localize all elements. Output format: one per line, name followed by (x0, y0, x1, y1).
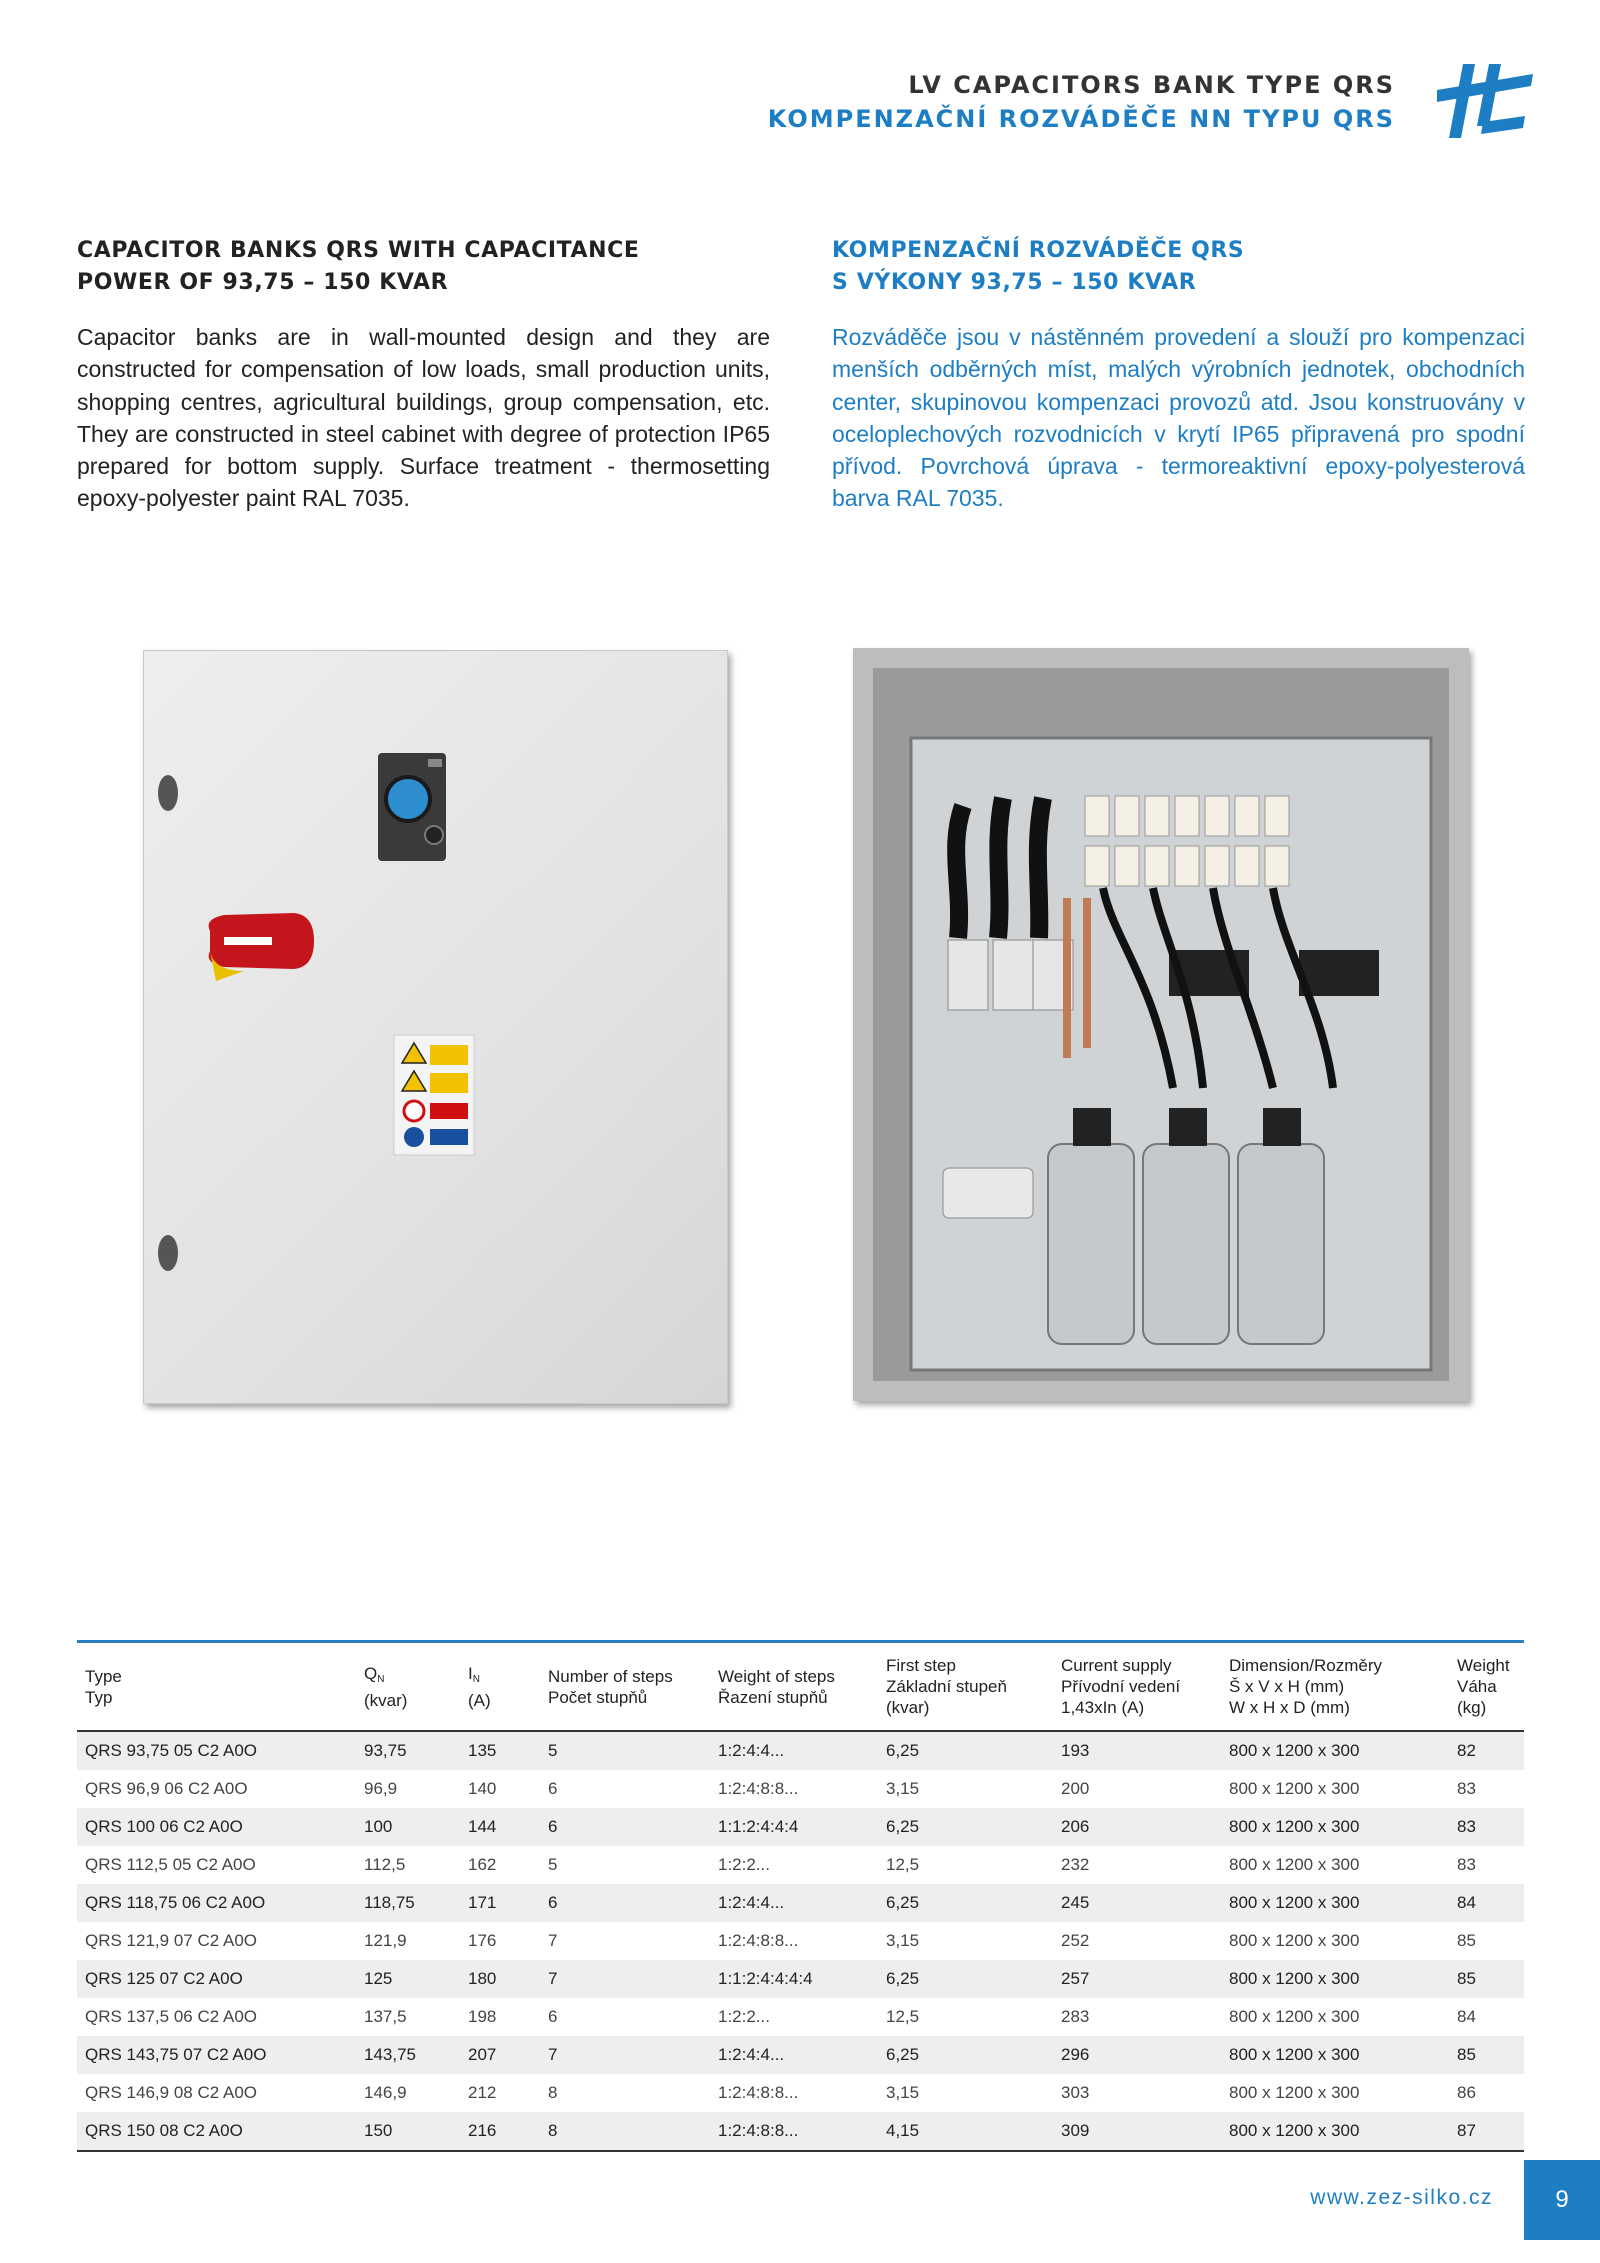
header-title-en: LV CAPACITORS BANK TYPE QRS (908, 71, 1395, 99)
table-row: QRS 100 06 C2 A0O 100 144 6 1:1:2:4:4:4 6,25 206 800 x 1200 x 300 83 (77, 1808, 1524, 1846)
czech-heading-line2: S VÝKONY 93,75 – 150 KVAR (832, 270, 1197, 295)
czech-body: Rozváděče jsou v nástěnném provedení a slouží pro kompenzaci menších odběrných míst, malých výrobních jednotek, obchodních center, skupinovou kompenzaci provozů atd. Jsou konstruovány v oceloplechových rozvodnicích v krytí IP65 připravená pro spodní přívod. Povrchová úprava - termoreaktivní epoxy-polyesterová barva RAL 7035. (832, 324, 1525, 512)
product-table (77, 1640, 1524, 2152)
header-type: Type Typ (85, 1666, 122, 1707)
table-header-row (77, 1642, 1524, 1732)
page-number: 9 (1524, 2160, 1600, 2240)
closed-cabinet-illustration (144, 651, 727, 1403)
czech-description (832, 235, 1525, 515)
table-row: QRS 118,75 06 C2 A0O 118,75 171 6 1:2:4:4... 6,25 245 800 x 1200 x 300 84 (77, 1884, 1524, 1922)
page-header (768, 68, 1395, 136)
czech-heading-line1: KOMPENZAČNÍ ROZVÁDĚČE QRS (832, 238, 1245, 263)
table-row: QRS 93,75 05 C2 A0O 93,75 135 5 1:2:4:4... 6,25 193 800 x 1200 x 300 82 (77, 1731, 1524, 1770)
table-row: QRS 125 07 C2 A0O 125 180 7 1:1:2:4:4:4:4 6,25 257 800 x 1200 x 300 85 (77, 1960, 1524, 1998)
header-weight-of-steps: Weight of steps Řazení stupňů (718, 1666, 835, 1707)
english-description (77, 235, 770, 515)
footer-url[interactable]: www.zez-silko.cz (1310, 2186, 1493, 2209)
english-body: Capacitor banks are in wall-mounted design and they are constructed for compensation of low loads, small production units, shopping centres, agricultural buildings, group compensation, etc. They are constructed in steel cabinet with degree of protection IP65 prepared for bottom supply. Surface treatment - thermosetting epoxy-polyester paint RAL 7035. (77, 324, 770, 512)
header-qn: $Q_N$ (kvar) (364, 1663, 408, 1710)
company-logo (1437, 60, 1533, 142)
table-row: QRS 137,5 06 C2 A0O 137,5 198 6 1:2:2... 12,5 283 800 x 1200 x 300 84 (85, 2007, 1476, 2026)
table-row: QRS 150 08 C2 A0O 150 216 8 1:2:4:8:8... 4,15 309 800 x 1200 x 300 87 (77, 2112, 1524, 2151)
english-heading-line1: CAPACITOR BANKS QRS WITH CAPACITANCE (77, 238, 640, 263)
english-heading (77, 235, 770, 299)
header-in: $I_N$ (A) (468, 1663, 491, 1710)
header-current-supply: Current supply Přívodní vedení 1,43xIn (A) (1061, 1656, 1181, 1717)
table-row: QRS 143,75 07 C2 A0O 143,75 207 7 1:2:4:4... 6,25 296 800 x 1200 x 300 85 (77, 2036, 1524, 2074)
table-row: QRS 146,9 08 C2 A0O 146,9 212 8 1:2:4:8:8... 3,15 303 800 x 1200 x 300 86 (85, 2083, 1476, 2102)
english-heading-line2: POWER OF 93,75 – 150 KVAR (77, 270, 449, 295)
header-dimension: Dimension/Rozměry Š x V x H (mm) W x H x D (mm) (1229, 1656, 1383, 1717)
open-cabinet-illustration (853, 648, 1469, 1401)
table-row: QRS 96,9 06 C2 A0O 96,9 140 6 1:2:4:8:8... 3,15 200 800 x 1200 x 300 83 (85, 1779, 1476, 1798)
open-cabinet-photo (853, 648, 1469, 1401)
header-first-step: First step Základní stupeň (kvar) (886, 1656, 1007, 1717)
header-weight: Weight Váha (kg) (1457, 1656, 1510, 1717)
closed-cabinet-photo (143, 650, 728, 1404)
table-row: QRS 121,9 07 C2 A0O 121,9 176 7 1:2:4:8:8... 3,15 252 800 x 1200 x 300 85 (85, 1931, 1476, 1950)
header-steps: Number of steps Počet stupňů (548, 1666, 673, 1707)
header-title-cz: KOMPENZAČNÍ ROZVÁDĚČE NN TYPU QRS (767, 105, 1395, 133)
table-row: QRS 112,5 05 C2 A0O 112,5 162 5 1:2:2... 12,5 232 800 x 1200 x 300 83 (85, 1855, 1476, 1874)
table-body (77, 1731, 1524, 2151)
czech-heading (832, 235, 1525, 299)
